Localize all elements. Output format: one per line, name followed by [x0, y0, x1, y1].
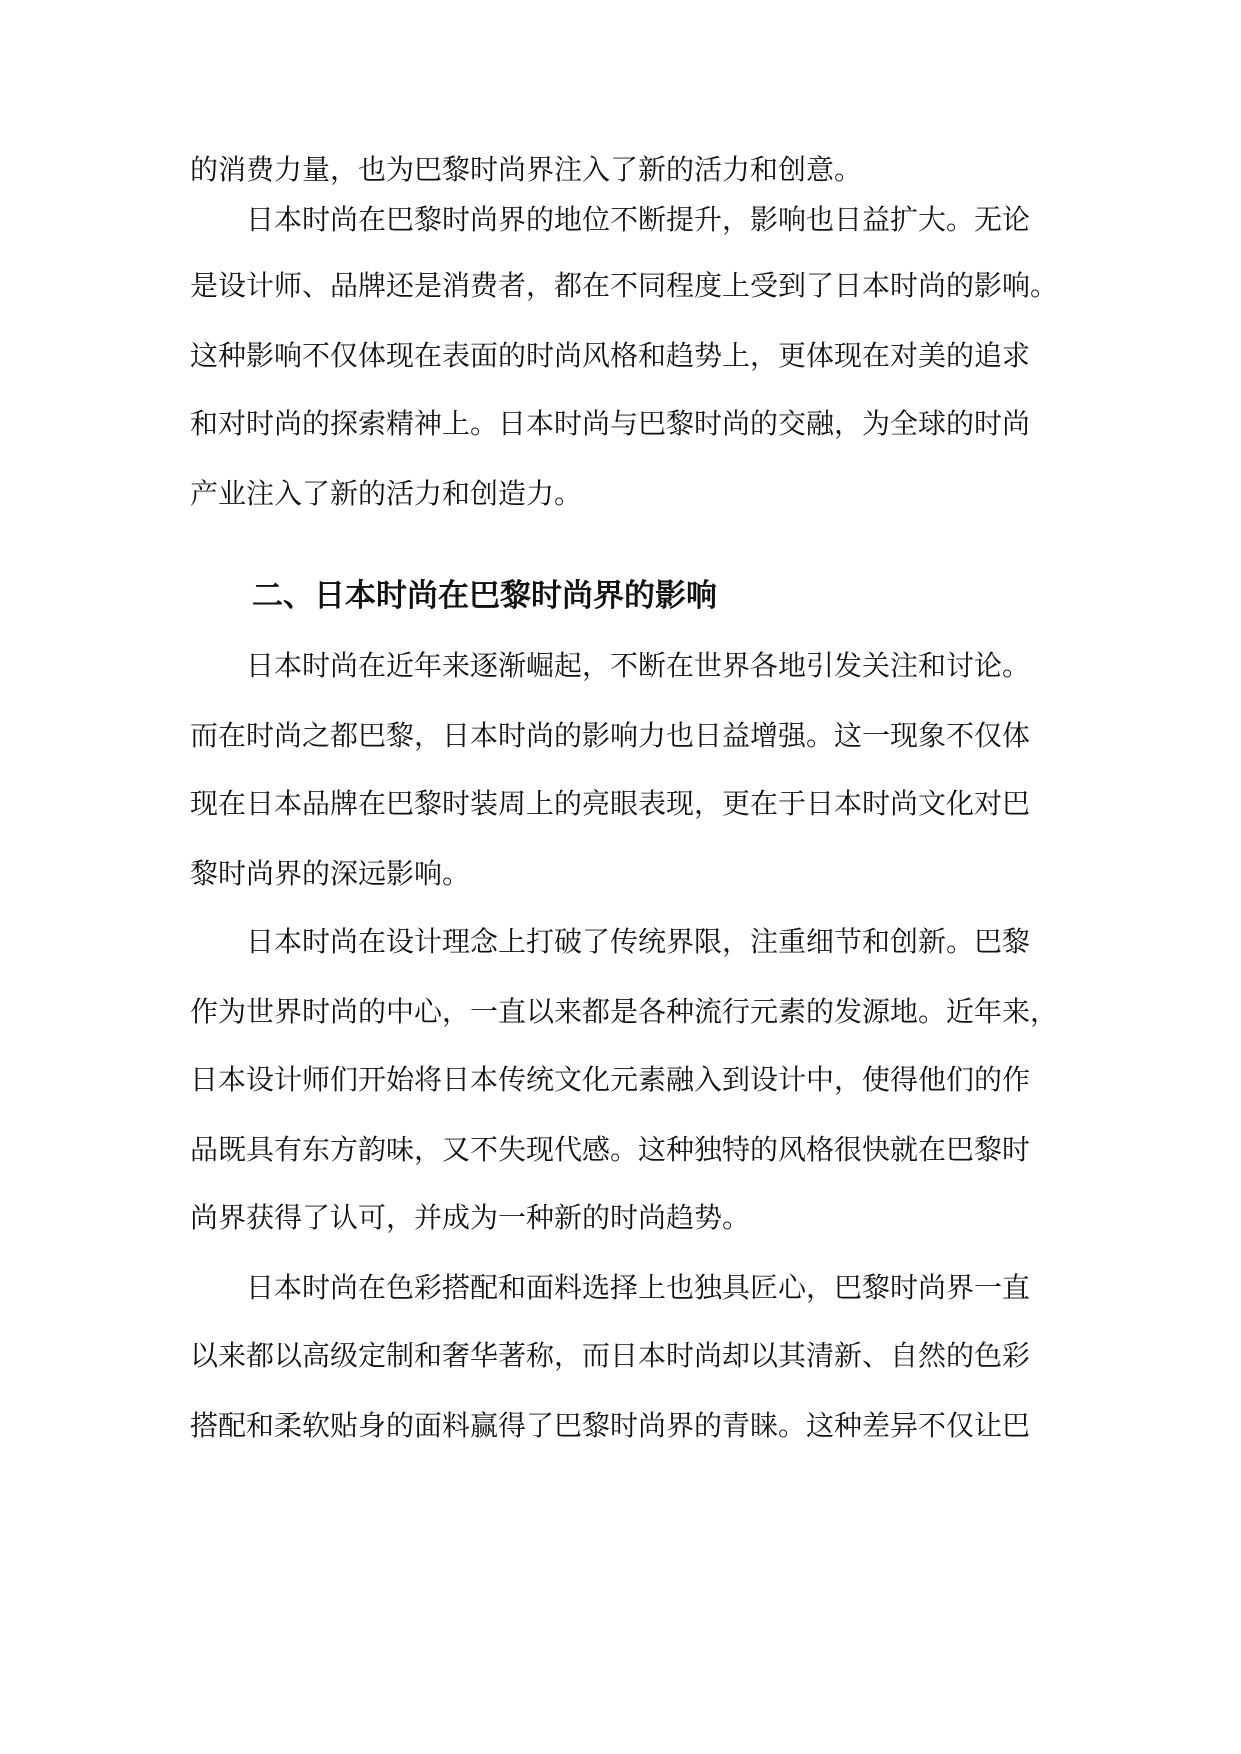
paragraph-3-line-1: 日本时尚在近年来逐渐崛起，不断在世界各地引发关注和讨论。	[246, 649, 1031, 682]
paragraph-5-line-1: 日本时尚在色彩搭配和面料选择上也独具匠心，巴黎时尚界一直	[246, 1271, 1031, 1304]
paragraph-4-line-2: 作为世界时尚的中心，一直以来都是各种流行元素的发源地。近年来，	[190, 995, 1059, 1028]
paragraph-5-line-2: 以来都以高级定制和奢华著称，而日本时尚却以其清新、自然的色彩	[190, 1339, 1031, 1372]
section-heading: 二、日本时尚在巴黎时尚界的影响	[252, 578, 717, 614]
paragraph-2-line-5: 产业注入了新的活力和创造力。	[190, 477, 583, 510]
paragraph-4-line-1: 日本时尚在设计理念上打破了传统界限，注重细节和创新。巴黎	[246, 925, 1031, 958]
paragraph-3-line-3: 现在日本品牌在巴黎时装周上的亮眼表现，更在于日本时尚文化对巴	[190, 787, 1031, 820]
paragraph-3-line-4: 黎时尚界的深远影响。	[190, 857, 471, 890]
paragraph-2-line-2: 是设计师、品牌还是消费者，都在不同程度上受到了日本时尚的影响。	[190, 269, 1059, 302]
paragraph-4-line-3: 日本设计师们开始将日本传统文化元素融入到设计中，使得他们的作	[190, 1063, 1031, 1096]
paragraph-2-line-4: 和对时尚的探索精神上。日本时尚与巴黎时尚的交融，为全球的时尚	[190, 407, 1031, 440]
paragraph-4-line-5: 尚界获得了认可，并成为一种新的时尚趋势。	[190, 1201, 751, 1234]
paragraph-2-line-3: 这种影响不仅体现在表面的时尚风格和趋势上，更体现在对美的追求	[190, 339, 1031, 372]
paragraph-1-line-1: 的消费力量，也为巴黎时尚界注入了新的活力和创意。	[190, 153, 863, 186]
paragraph-2-line-1: 日本时尚在巴黎时尚界的地位不断提升，影响也日益扩大。无论	[246, 203, 1031, 236]
paragraph-5-line-3: 搭配和柔软贴身的面料赢得了巴黎时尚界的青睐。这种差异不仅让巴	[190, 1409, 1031, 1442]
paragraph-4-line-4: 品既具有东方韵味，又不失现代感。这种独特的风格很快就在巴黎时	[190, 1133, 1031, 1166]
paragraph-3-line-2: 而在时尚之都巴黎，日本时尚的影响力也日益增强。这一现象不仅体	[190, 719, 1031, 752]
